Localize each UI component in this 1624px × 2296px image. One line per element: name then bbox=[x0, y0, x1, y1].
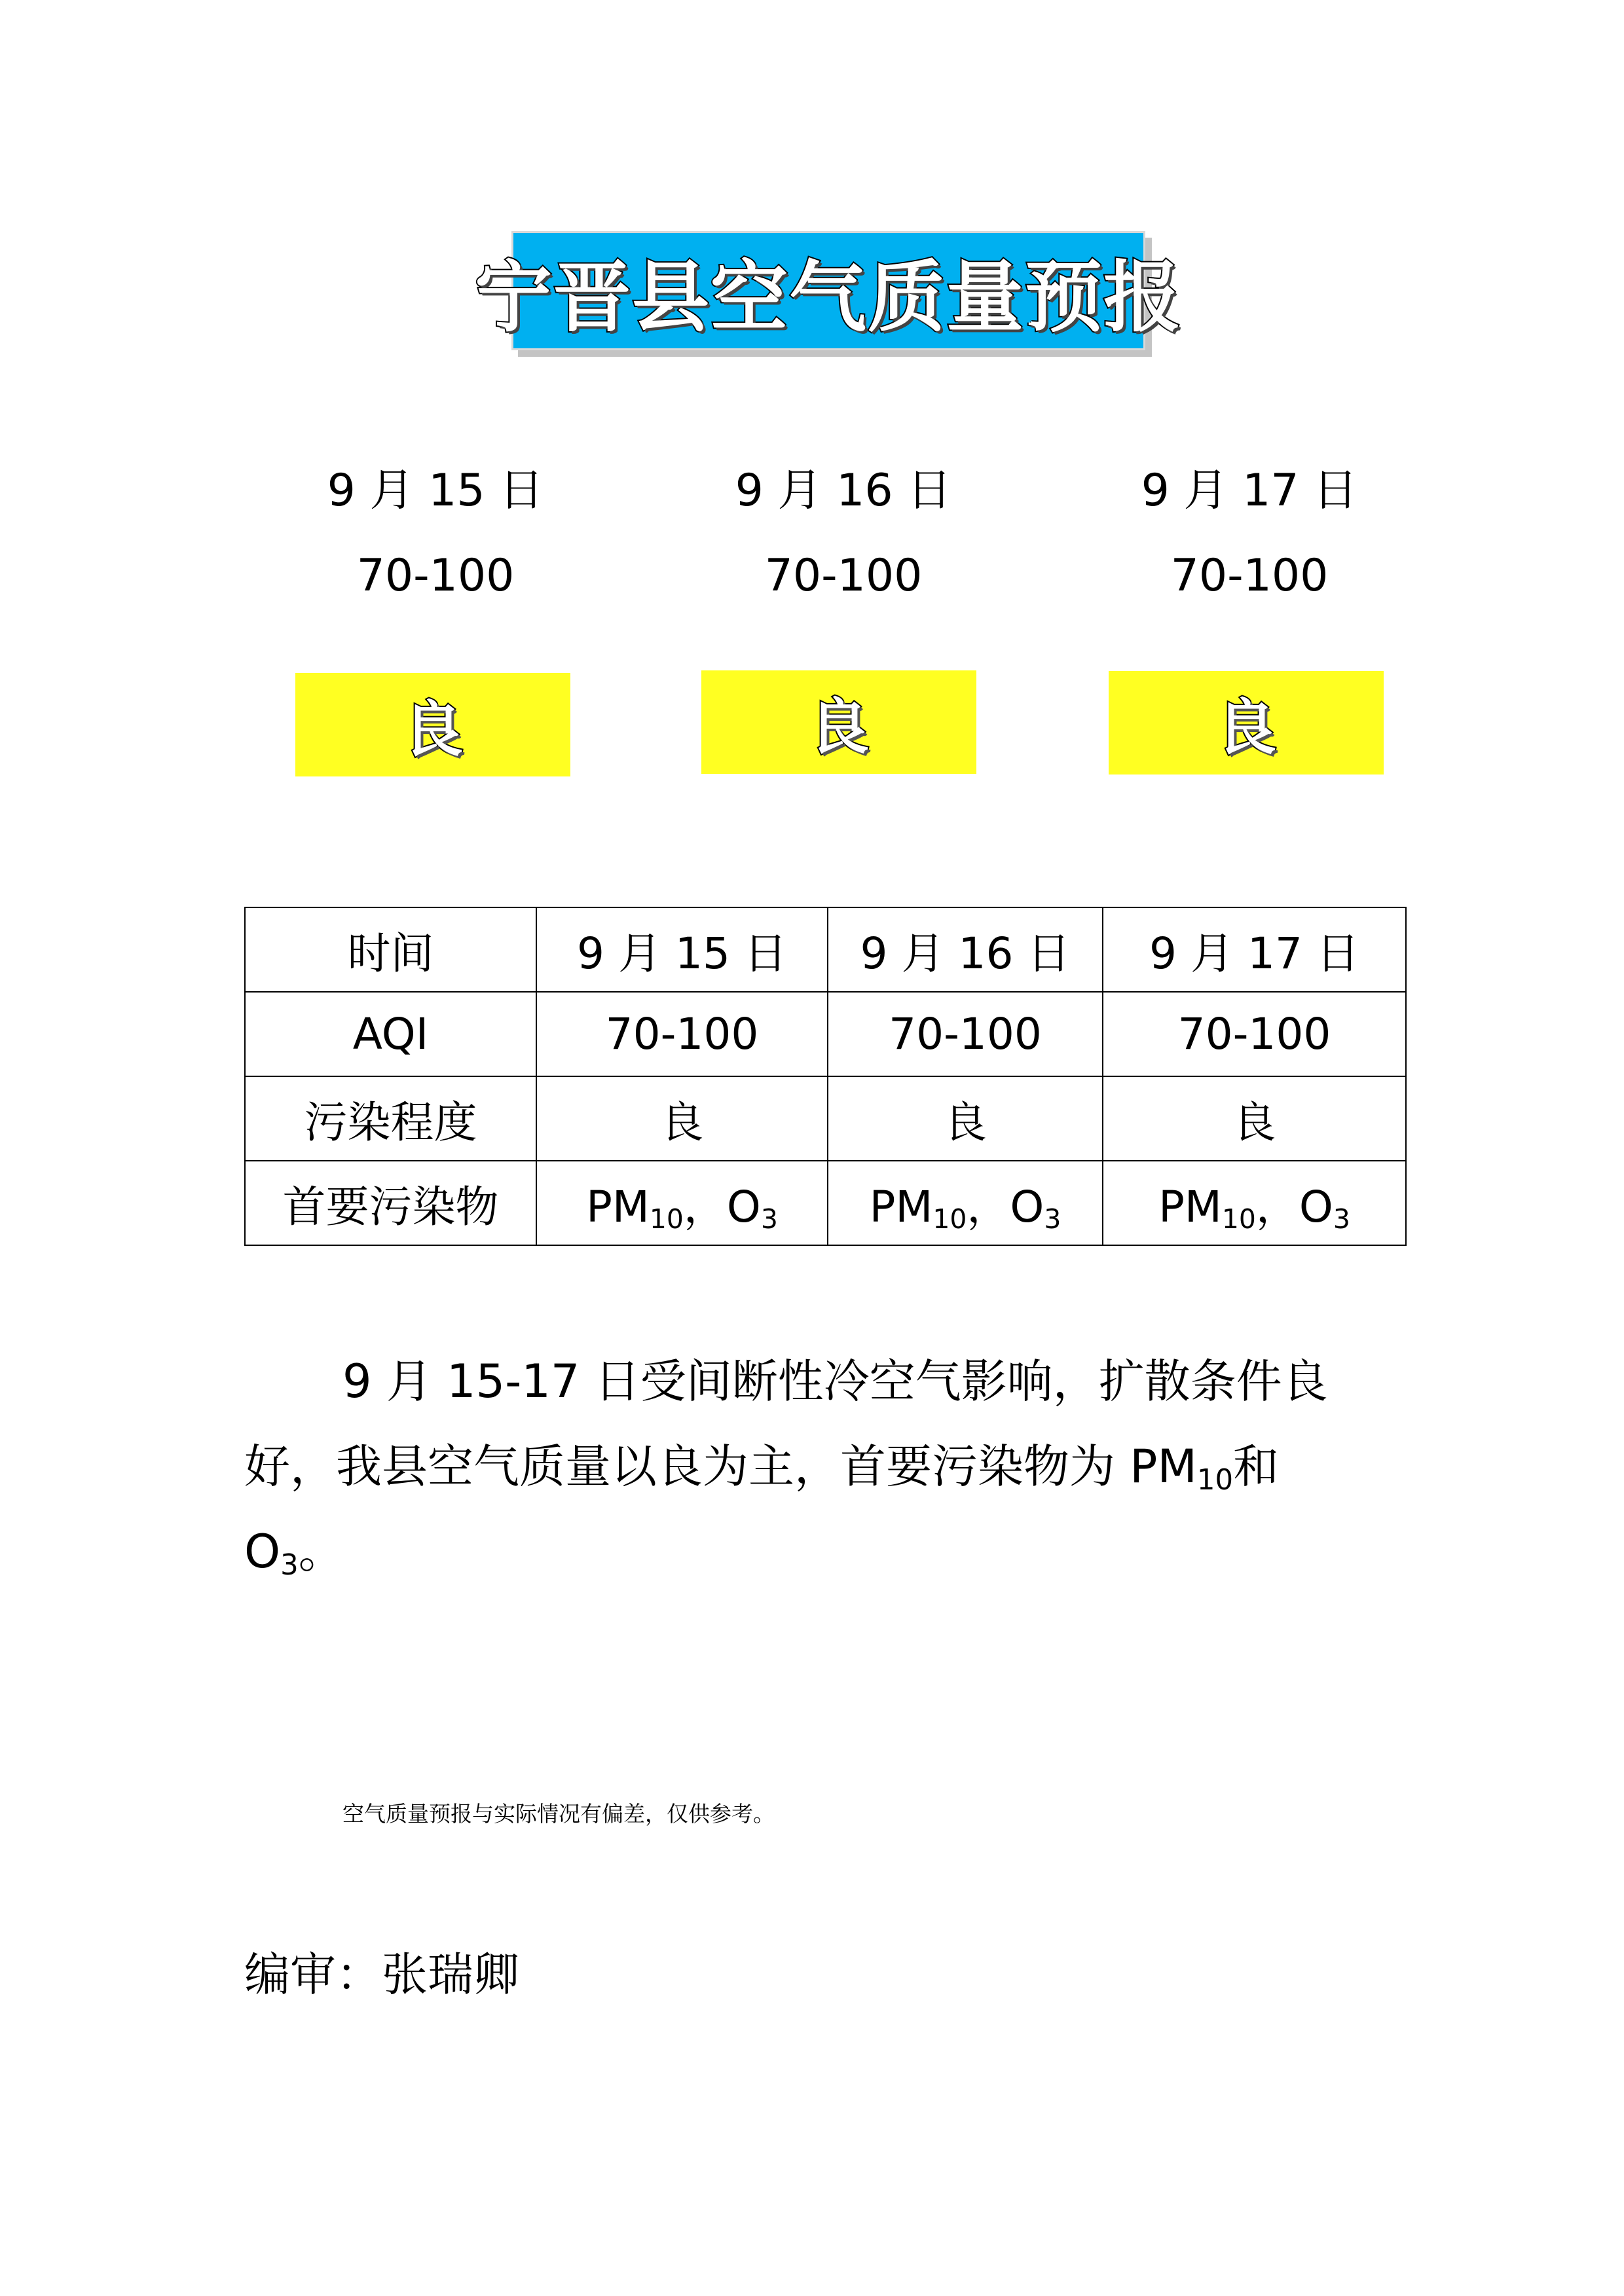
pollutant-cell bbox=[536, 1161, 828, 1245]
forecast-table bbox=[244, 907, 1407, 1246]
pm-symbol: PM bbox=[869, 1182, 933, 1232]
o-subscript: 3 bbox=[760, 1203, 778, 1235]
paragraph-text: O bbox=[244, 1525, 281, 1578]
table-cell: 良 bbox=[536, 1076, 828, 1161]
forecast-level: 良 bbox=[1215, 693, 1276, 763]
page-title: 宁晋县空气质量预报 bbox=[475, 252, 1183, 342]
o-subscript: 3 bbox=[1044, 1203, 1061, 1235]
table-header-row bbox=[245, 907, 1406, 992]
editor-credit: 编审：张瑞卿 bbox=[244, 1948, 519, 2001]
pollutant-cell bbox=[828, 1161, 1103, 1245]
table-cell: 70-100 bbox=[828, 992, 1103, 1076]
forecast-day-1 bbox=[298, 462, 573, 606]
separator: ， bbox=[1255, 1182, 1299, 1232]
table-row-label: 首要污染物 bbox=[245, 1161, 536, 1245]
table-header-cell: 9 月 15 日 bbox=[536, 907, 828, 992]
summary-paragraph bbox=[244, 1339, 1357, 1594]
o-symbol: O bbox=[1010, 1182, 1044, 1232]
paragraph-text: 和 bbox=[1233, 1440, 1280, 1493]
paragraph-text: 好，我县空气质量以良为主，首要污染物为 PM bbox=[244, 1440, 1197, 1493]
table-row-pollution-level bbox=[245, 1076, 1406, 1161]
forecast-level-box-3 bbox=[1109, 671, 1384, 774]
forecast-aqi: 70-100 bbox=[356, 550, 515, 602]
o-symbol: O bbox=[1299, 1182, 1333, 1232]
paragraph-line-3 bbox=[244, 1509, 1357, 1594]
separator: ， bbox=[683, 1182, 727, 1232]
forecast-level-box-2 bbox=[701, 670, 976, 774]
paragraph-text: 。 bbox=[298, 1525, 344, 1578]
table-header-cell: 9 月 17 日 bbox=[1103, 907, 1406, 992]
table-row-aqi bbox=[245, 992, 1406, 1076]
o-subscript: 3 bbox=[1333, 1203, 1350, 1235]
pm-subscript: 10 bbox=[1221, 1203, 1256, 1235]
forecast-level: 良 bbox=[808, 692, 869, 762]
pm-symbol: PM bbox=[1158, 1182, 1222, 1232]
forecast-aqi: 70-100 bbox=[1170, 550, 1329, 602]
paragraph-line-2 bbox=[244, 1424, 1357, 1509]
forecast-level: 良 bbox=[402, 695, 463, 765]
table-cell: 70-100 bbox=[536, 992, 828, 1076]
table-cell: 70-100 bbox=[1103, 992, 1406, 1076]
forecast-date: 9 月 17 日 bbox=[1141, 465, 1358, 517]
o-subscript: 3 bbox=[280, 1548, 299, 1582]
forecast-aqi: 70-100 bbox=[764, 550, 923, 602]
table-cell: 良 bbox=[1103, 1076, 1406, 1161]
pm-subscript: 10 bbox=[649, 1203, 684, 1235]
pm-subscript: 10 bbox=[1196, 1463, 1234, 1497]
table-row-label: AQI bbox=[245, 992, 536, 1076]
separator: ， bbox=[967, 1182, 1010, 1232]
table-header-cell: 时间 bbox=[245, 907, 536, 992]
pollutant-cell bbox=[1103, 1161, 1406, 1245]
table-header-cell: 9 月 16 日 bbox=[828, 907, 1103, 992]
forecast-level-box-1 bbox=[295, 673, 570, 776]
forecast-day-3 bbox=[1112, 462, 1387, 606]
pm-symbol: PM bbox=[586, 1182, 650, 1232]
forecast-date: 9 月 16 日 bbox=[735, 465, 952, 517]
pm-subscript: 10 bbox=[932, 1203, 967, 1235]
forecast-day-2 bbox=[706, 462, 981, 606]
paragraph-line-1: 9 月 15-17 日受间断性冷空气影响，扩散条件良 bbox=[342, 1355, 1328, 1408]
table-row-label: 污染程度 bbox=[245, 1076, 536, 1161]
o-symbol: O bbox=[726, 1182, 761, 1232]
disclaimer-note: 空气质量预报与实际情况有偏差，仅供参考。 bbox=[342, 1801, 775, 1827]
table-row-primary-pollutant bbox=[245, 1161, 1406, 1245]
forecast-date: 9 月 15 日 bbox=[327, 465, 544, 517]
title-banner bbox=[475, 231, 1183, 350]
table-cell: 良 bbox=[828, 1076, 1103, 1161]
